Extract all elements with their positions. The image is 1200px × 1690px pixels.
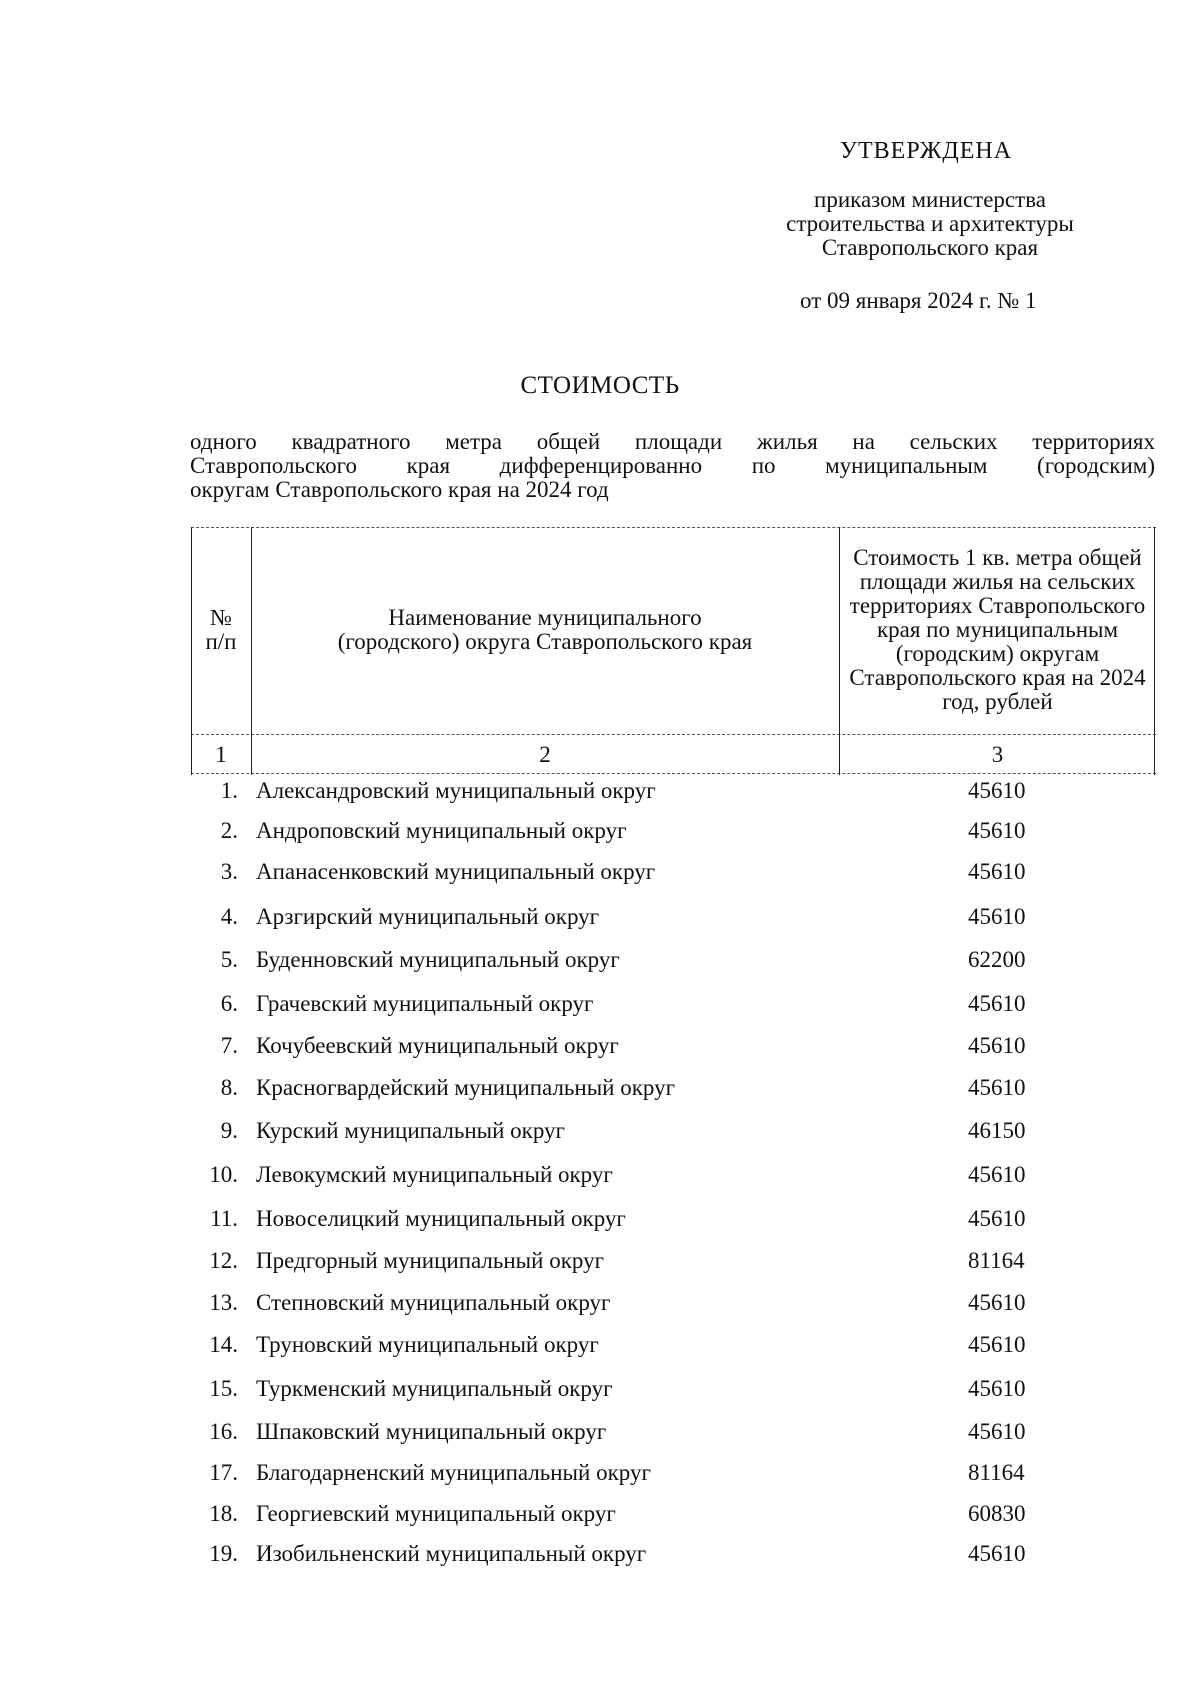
subtitle-line: Ставропольского края дифференцированно по муниципальным (городским)	[190, 453, 1155, 478]
row-name: Апанасенковский муниципальный округ	[256, 859, 656, 884]
row-price: 45610	[968, 1206, 1026, 1231]
row-price: 45610	[968, 1376, 1026, 1401]
table-border-numbers	[191, 773, 1156, 774]
row-name: Андроповский муниципальный округ	[256, 818, 627, 843]
approval-line: строительства и архитектуры	[786, 211, 1074, 236]
row-name: Благодарненский муниципальный округ	[256, 1460, 651, 1485]
approval-line: приказом министерства	[814, 187, 1046, 212]
row-number: 1.	[220, 778, 238, 803]
table-row	[0, 1033, 1200, 1063]
row-name: Буденновский муниципальный округ	[256, 947, 620, 972]
row-number: 3.	[220, 859, 238, 884]
table-row	[0, 778, 1200, 808]
row-number: 10.	[209, 1162, 238, 1187]
row-price: 46150	[968, 1118, 1026, 1143]
row-name: Новоселицкий муниципальный округ	[256, 1206, 626, 1231]
row-name: Грачевский муниципальный округ	[256, 991, 594, 1016]
table-row	[0, 818, 1200, 848]
row-number: 18.	[209, 1501, 238, 1526]
row-number: 4.	[220, 904, 238, 929]
table-row	[0, 1501, 1200, 1531]
row-name: Туркменский муниципальный округ	[256, 1376, 613, 1401]
order-date: от 09 января 2024 г. № 1	[800, 288, 1037, 313]
row-number: 6.	[220, 991, 238, 1016]
row-name: Левокумский муниципальный округ	[256, 1162, 613, 1187]
column-number-2: 2	[539, 742, 551, 767]
table-row	[0, 1075, 1200, 1105]
row-price: 45610	[968, 1541, 1026, 1566]
table-row	[0, 1419, 1200, 1449]
row-name: Курский муниципальный округ	[256, 1118, 565, 1143]
row-name: Арзгирский муниципальный округ	[256, 904, 600, 929]
row-price: 45610	[968, 1033, 1026, 1058]
row-price: 45610	[968, 904, 1026, 929]
approval-title: УТВЕРЖДЕНА	[840, 138, 1013, 164]
row-number: 5.	[220, 947, 238, 972]
approval-line: Ставропольского края	[821, 235, 1039, 260]
row-price: 45610	[968, 1332, 1026, 1357]
column-number-1: 1	[215, 742, 227, 767]
approval-authority	[760, 188, 1100, 260]
table-row	[0, 1376, 1200, 1406]
column-number-3: 3	[991, 742, 1004, 767]
row-price: 81164	[968, 1248, 1025, 1273]
row-price: 81164	[968, 1460, 1025, 1485]
document-title: СТОИМОСТЬ	[520, 372, 680, 399]
row-number: 12.	[209, 1248, 238, 1273]
row-price: 45610	[968, 778, 1026, 803]
table-row	[0, 1460, 1200, 1490]
row-number: 8.	[220, 1075, 238, 1100]
table-row	[0, 947, 1200, 977]
document-subtitle	[190, 430, 1155, 502]
row-name: Изобильненский муниципальный округ	[256, 1541, 647, 1566]
table-row	[0, 904, 1200, 934]
row-name: Кочубеевский муниципальный округ	[256, 1033, 619, 1058]
table-row	[0, 1541, 1200, 1571]
row-name: Предгорный муниципальный округ	[256, 1248, 604, 1273]
subtitle-line: округам Ставропольского края на 2024 год	[190, 477, 609, 502]
row-price: 60830	[968, 1501, 1026, 1526]
subtitle-line: одного квадратного метра общей площади жилья на сельских территориях	[190, 429, 1155, 454]
table-border-header	[191, 734, 1156, 735]
row-price: 45610	[968, 1419, 1026, 1444]
table-row	[0, 1290, 1200, 1320]
table-row	[0, 1118, 1200, 1148]
row-number: 2.	[220, 818, 238, 843]
row-number: 15.	[209, 1376, 238, 1401]
header-name: Наименование муниципального (городского) округа Ставропольского края	[337, 604, 753, 654]
row-price: 45610	[968, 818, 1026, 843]
row-name: Шпаковский муниципальный округ	[256, 1419, 607, 1444]
row-name: Красногвардейский муниципальный округ	[256, 1075, 676, 1100]
row-price: 45610	[968, 859, 1026, 884]
row-number: 17.	[209, 1460, 238, 1485]
row-number: 9.	[220, 1118, 238, 1143]
row-price: 45610	[968, 991, 1026, 1016]
table-row	[0, 1248, 1200, 1278]
row-number: 16.	[209, 1419, 238, 1444]
table-row	[0, 1206, 1200, 1236]
table-row	[0, 859, 1200, 889]
row-price: 62200	[968, 947, 1026, 972]
row-price: 45610	[968, 1075, 1026, 1100]
row-name: Александровский муниципальный округ	[256, 778, 656, 803]
header-number: № п/п	[205, 604, 237, 654]
table-row	[0, 991, 1200, 1021]
row-price: 45610	[968, 1290, 1026, 1315]
header-price: Стоимость 1 кв. метра общей площади жилья на сельских территориях Ставропольского края по муниципальным (городским) округам Ставропольского края на 2024 год, рублей	[849, 544, 1146, 714]
row-name: Труновский муниципальный округ	[256, 1332, 599, 1357]
row-number: 19.	[209, 1541, 238, 1566]
table-header	[191, 527, 1156, 777]
row-name: Георгиевский муниципальный округ	[256, 1501, 616, 1526]
row-number: 13.	[209, 1290, 238, 1315]
row-number: 11.	[210, 1206, 238, 1231]
row-number: 7.	[220, 1033, 238, 1058]
table-row	[0, 1332, 1200, 1362]
table-row	[0, 1162, 1200, 1192]
row-price: 45610	[968, 1162, 1026, 1187]
row-name: Степновский муниципальный округ	[256, 1290, 611, 1315]
row-number: 14.	[209, 1332, 238, 1357]
